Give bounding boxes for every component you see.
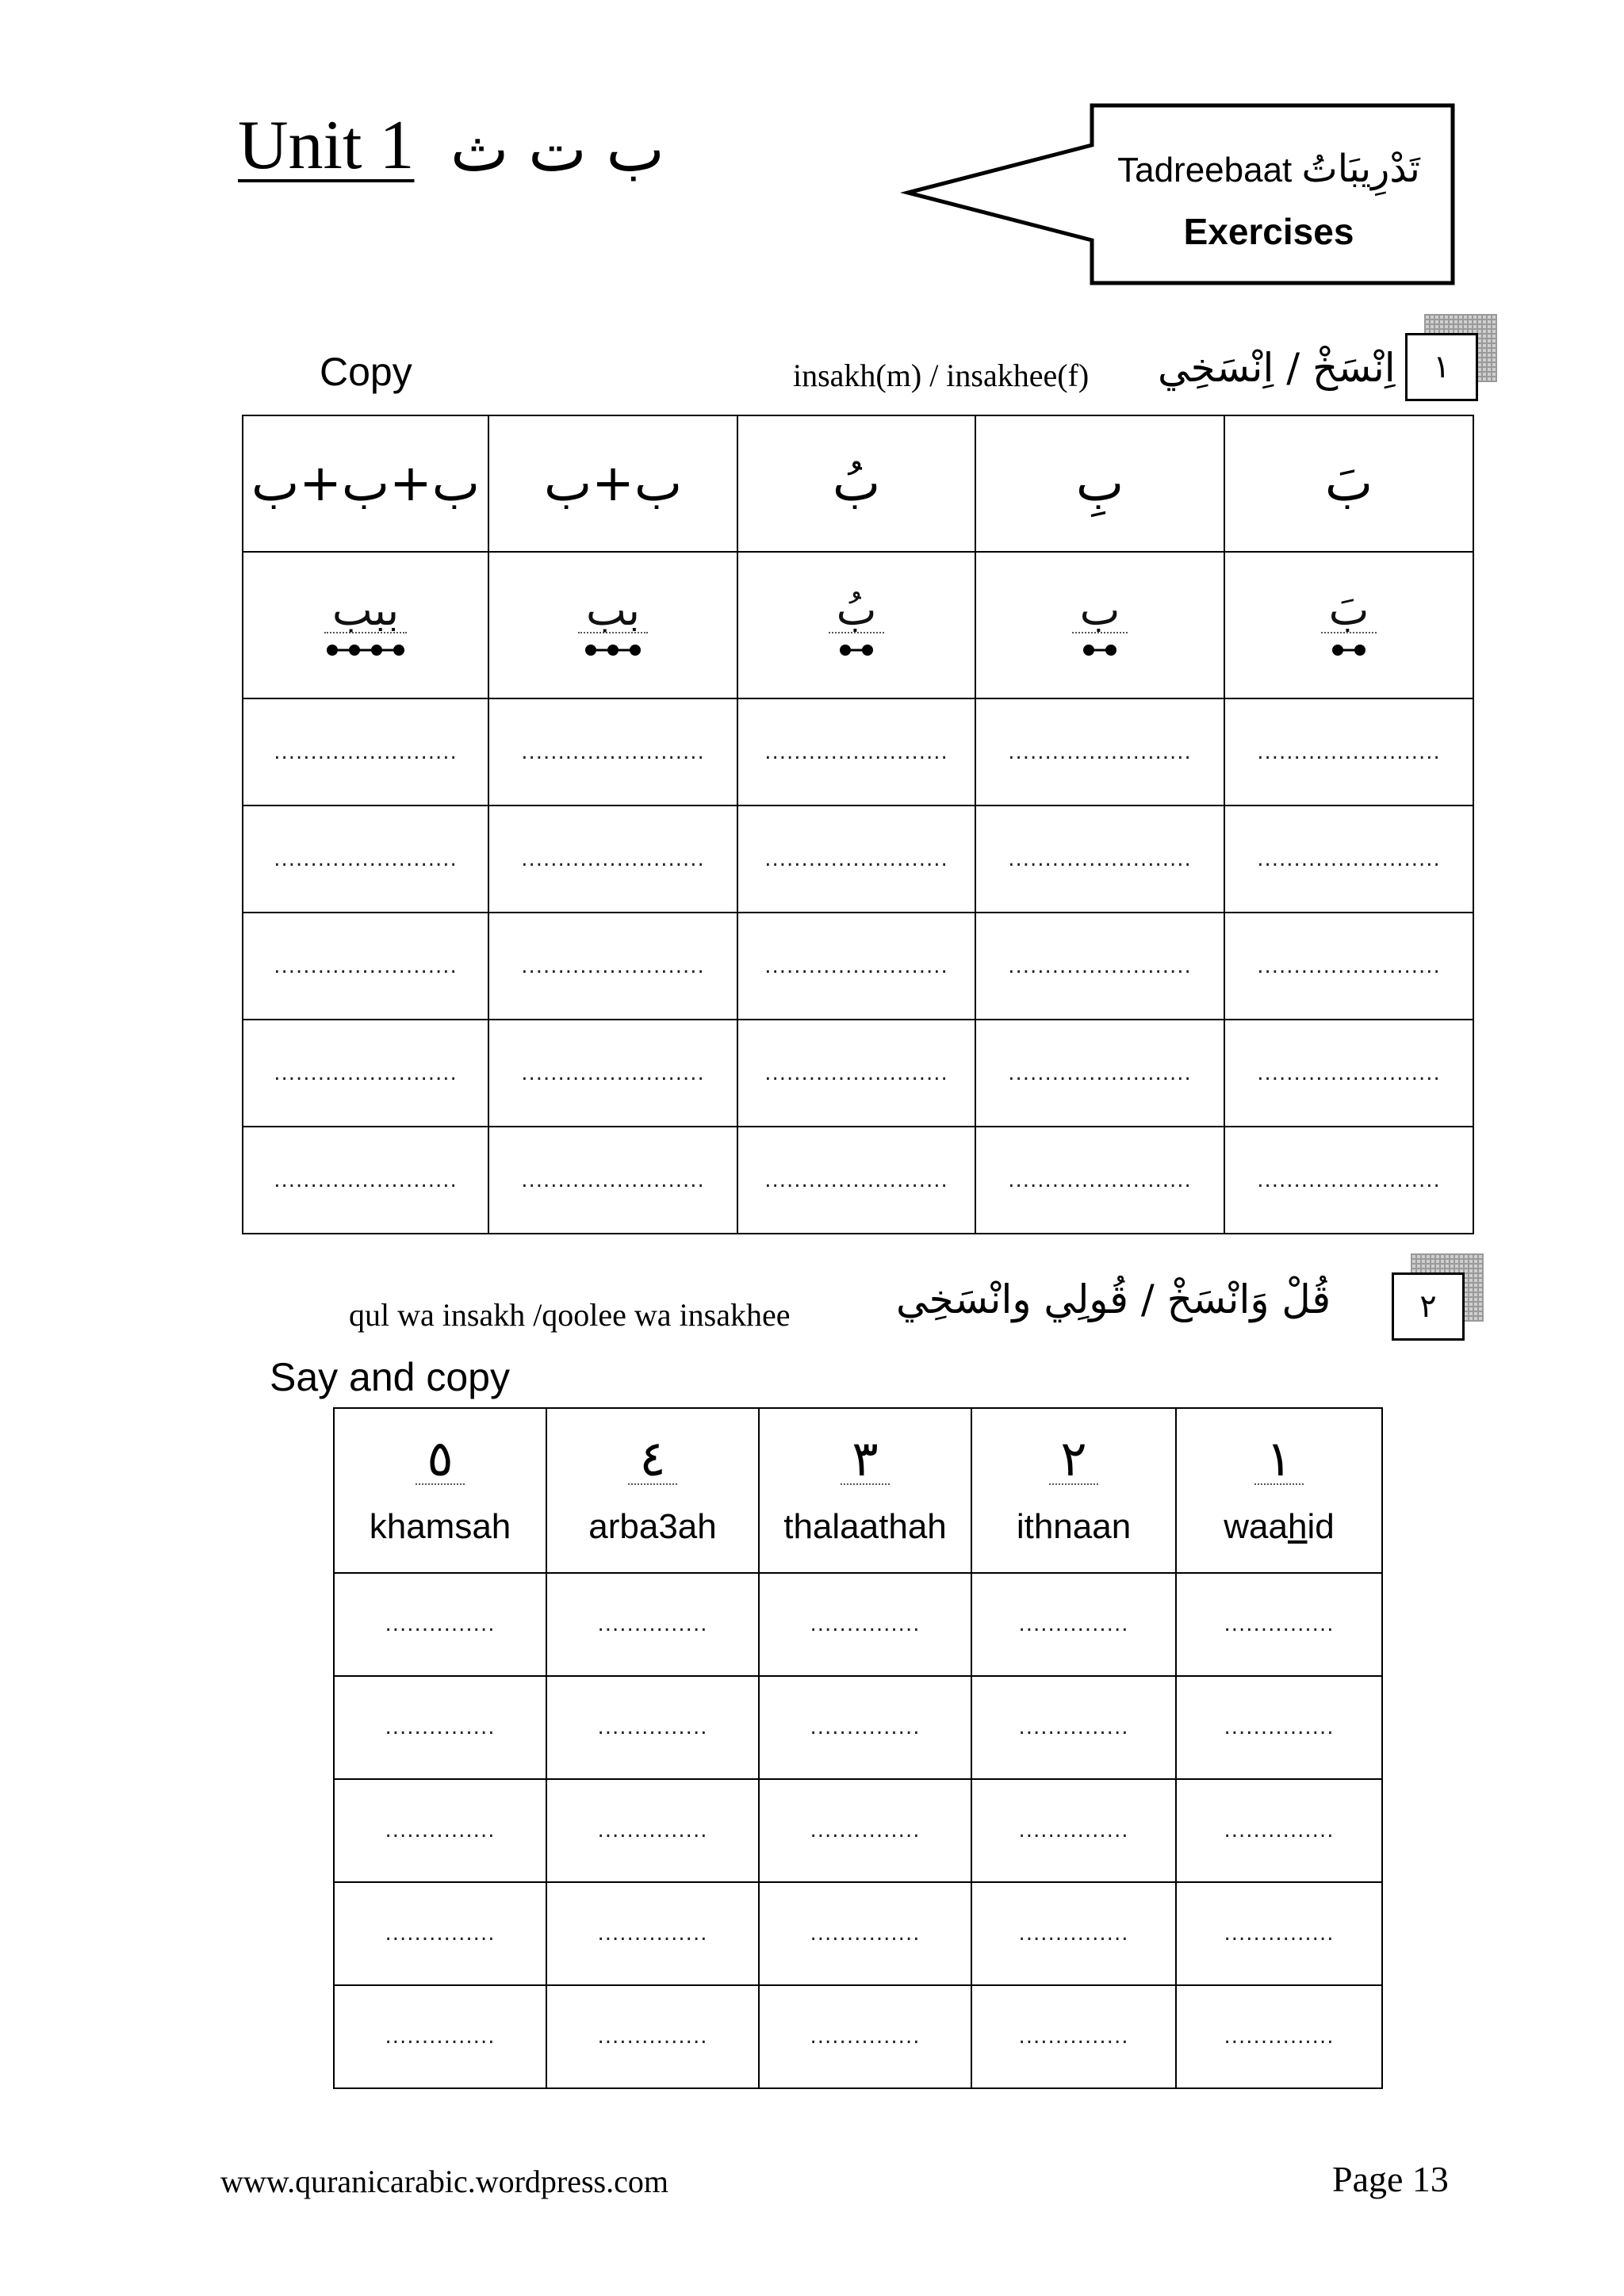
say-and-copy-table: [333, 1407, 1383, 2089]
stroke-guide-icon: [550, 638, 676, 662]
stroke-guide-dot: [1332, 645, 1343, 656]
dotted-line: .........................: [764, 740, 948, 764]
section-2-number: ٢: [1392, 1272, 1465, 1341]
arabic-numeral: ٤: [628, 1434, 676, 1485]
arabic-numeral: ١: [1254, 1434, 1303, 1485]
section-1-number: ١: [1405, 333, 1478, 401]
table-row: [243, 1020, 1473, 1127]
exercises-callout: [888, 99, 1459, 289]
dotted-line: ...............: [1018, 2025, 1129, 2049]
dotted-line: ...............: [1224, 2025, 1335, 2049]
trace-letters: ببب: [324, 589, 407, 633]
dotted-line: .........................: [274, 1168, 458, 1192]
dotted-line: ...............: [385, 1716, 496, 1739]
arabic-numeral: ٣: [841, 1434, 889, 1485]
table-row: [334, 1882, 1382, 1985]
writing-cell[interactable]: [975, 913, 1224, 1020]
dotted-line: .........................: [1257, 954, 1441, 978]
writing-cell[interactable]: [975, 806, 1224, 913]
writing-cell[interactable]: [737, 698, 975, 806]
writing-cell[interactable]: [488, 913, 737, 1020]
writing-cell[interactable]: [971, 1985, 1176, 2088]
dotted-line: ...............: [810, 1922, 921, 1946]
unit-title: Unit 1: [238, 107, 415, 184]
dotted-line: .........................: [274, 954, 458, 978]
dotted-line: ...............: [1224, 1922, 1335, 1946]
dotted-line: ...............: [810, 2025, 921, 2049]
footer-url: www.quranicarabic.wordpress.com: [220, 2164, 668, 2199]
dotted-line: ...............: [385, 1819, 496, 1843]
dotted-line: .........................: [1257, 740, 1441, 764]
number-transliteration: khamsah: [369, 1507, 511, 1546]
section-2-badge: [1392, 1272, 1465, 1341]
writing-cell[interactable]: [243, 806, 488, 913]
callout-title: [1090, 147, 1447, 191]
writing-cell[interactable]: [1224, 1127, 1473, 1234]
table-row: [334, 1676, 1382, 1779]
stroke-guide-dot: [585, 645, 596, 656]
table-cell: [975, 415, 1224, 552]
stroke-guide-dot: [327, 645, 338, 656]
dotted-line: .........................: [1008, 740, 1192, 764]
writing-cell[interactable]: [334, 1779, 546, 1882]
trace-cell[interactable]: [737, 552, 975, 698]
dotted-line: ...............: [810, 1716, 921, 1739]
table-row: [334, 1573, 1382, 1676]
stroke-guide-dot: [393, 645, 404, 656]
dotted-line: ...............: [597, 2025, 708, 2049]
dotted-line: ...............: [1224, 1819, 1335, 1843]
stroke-guide-dot: [1083, 645, 1094, 656]
dotted-line: ...............: [810, 1819, 921, 1843]
section-1-instruction-english: Copy: [320, 350, 412, 394]
trace-cell[interactable]: [488, 552, 737, 698]
writing-cell[interactable]: [488, 806, 737, 913]
stroke-guide-dot: [349, 645, 360, 656]
dotted-line: ...............: [1018, 1613, 1129, 1636]
dotted-line: ...............: [1018, 1922, 1129, 1946]
dotted-line: .........................: [764, 954, 948, 978]
dotted-line: ...............: [597, 1819, 708, 1843]
stroke-guide-icon: [1036, 638, 1163, 662]
writing-cell[interactable]: [1176, 1882, 1382, 1985]
table-cell: [971, 1408, 1176, 1573]
writing-cell[interactable]: [759, 1882, 971, 1985]
dotted-line: ...............: [1018, 1819, 1129, 1843]
stroke-guide-icon: [793, 638, 920, 662]
trace-letters: ب: [1072, 589, 1128, 633]
dotted-line: .........................: [1257, 1061, 1441, 1085]
dotted-line: ...............: [385, 2025, 496, 2049]
writing-cell[interactable]: [488, 1127, 737, 1234]
table-row: [243, 913, 1473, 1020]
dotted-line: .........................: [274, 847, 458, 871]
writing-cell[interactable]: [1224, 698, 1473, 806]
dotted-line: ...............: [597, 1613, 708, 1636]
stroke-guide-dot: [630, 645, 641, 656]
section-2-instruction-arabic: قُلْ وَانْسَخْ / قُولِي وانْسَخِي: [896, 1276, 1331, 1322]
writing-cell[interactable]: [243, 913, 488, 1020]
unit-letters: ب ت ث: [450, 114, 665, 186]
dotted-line: .........................: [1008, 847, 1192, 871]
writing-cell[interactable]: [334, 1985, 546, 2088]
left-arrow-callout-icon: [888, 99, 1459, 289]
table-cell: [1176, 1408, 1382, 1573]
stroke-guide-icon: [1285, 638, 1412, 662]
letter-form: بِ: [1075, 454, 1124, 513]
dotted-line: ...............: [597, 1922, 708, 1946]
section-2-instruction-english: Say and copy: [270, 1355, 510, 1399]
stroke-guide-dot: [862, 645, 873, 656]
table-row: [243, 1127, 1473, 1234]
writing-cell[interactable]: [975, 698, 1224, 806]
stroke-guide-dot: [1354, 645, 1365, 656]
arabic-numeral: ٢: [1049, 1434, 1097, 1485]
writing-cell[interactable]: [334, 1676, 546, 1779]
writing-cell[interactable]: [737, 1127, 975, 1234]
dotted-line: .........................: [1257, 1168, 1441, 1192]
dotted-line: ...............: [1224, 1716, 1335, 1739]
writing-cell[interactable]: [737, 1020, 975, 1127]
letter-form: بَ: [1324, 454, 1373, 513]
number-transliteration: ithnaan: [1016, 1507, 1132, 1546]
writing-cell[interactable]: [546, 1779, 759, 1882]
writing-cell[interactable]: [1176, 1573, 1382, 1676]
writing-cell[interactable]: [971, 1573, 1176, 1676]
number-transliteration: thalaathah: [783, 1507, 947, 1546]
table-cell: [334, 1408, 546, 1573]
arabic-numeral: ٥: [416, 1434, 464, 1485]
stroke-guide-dot: [1105, 645, 1116, 656]
dotted-line: .........................: [274, 1061, 458, 1085]
translit-part: waa: [1224, 1507, 1288, 1546]
table-cell: [759, 1408, 971, 1573]
callout-subtitle: Exercises: [1183, 211, 1354, 252]
writing-cell[interactable]: [1176, 1779, 1382, 1882]
dotted-line: ...............: [597, 1716, 708, 1739]
section-1-instruction-translit: insakh(m) / insakhee(f): [793, 358, 1090, 393]
writing-cell[interactable]: [546, 1882, 759, 1985]
writing-cell[interactable]: [243, 698, 488, 806]
stroke-guide-icon: [302, 638, 429, 662]
stroke-guide-dot: [840, 645, 851, 656]
writing-cell[interactable]: [334, 1882, 546, 1985]
copy-table: [242, 415, 1474, 1234]
writing-cell[interactable]: [334, 1573, 546, 1676]
trace-cell[interactable]: [975, 552, 1224, 698]
table-cell: [488, 415, 737, 552]
section-1-badge: [1405, 333, 1478, 401]
dotted-line: .........................: [521, 1168, 705, 1192]
writing-cell[interactable]: [1224, 806, 1473, 913]
table-row: [243, 552, 1473, 698]
dotted-line: .........................: [521, 1061, 705, 1085]
dotted-line: .........................: [764, 1168, 948, 1192]
table-row: [243, 415, 1473, 552]
table-cell: [1224, 415, 1473, 552]
section-2-instruction-translit: qul wa insakh /qoolee wa insakhee: [349, 1297, 791, 1333]
letter-form: ب+ب: [543, 454, 683, 513]
trace-cell[interactable]: [243, 552, 488, 698]
trace-letters: بب: [578, 589, 648, 633]
writing-cell[interactable]: [759, 1573, 971, 1676]
stroke-guide-dot: [371, 645, 382, 656]
table-row: [243, 806, 1473, 913]
writing-cell[interactable]: [1224, 913, 1473, 1020]
letter-form: بُ: [832, 454, 881, 513]
number-transliteration: arba3ah: [588, 1507, 717, 1546]
dotted-line: .........................: [521, 847, 705, 871]
dotted-line: .........................: [1008, 954, 1192, 978]
writing-cell[interactable]: [971, 1779, 1176, 1882]
trace-letters: بُ: [829, 589, 885, 633]
table-row: [334, 1779, 1382, 1882]
trace-letters: بَ: [1321, 589, 1377, 633]
writing-cell[interactable]: [759, 1985, 971, 2088]
translit-underlined-letter: h: [1287, 1507, 1308, 1546]
callout-translit: Tadreebaat: [1117, 151, 1293, 189]
writing-cell[interactable]: [971, 1676, 1176, 1779]
section-1-instruction-arabic: اِنْسَخْ / اِنْسَخِي: [1158, 345, 1396, 391]
letter-form: ب+ب+ب: [251, 454, 480, 513]
dotted-line: .........................: [1008, 1061, 1192, 1085]
writing-cell[interactable]: [488, 1020, 737, 1127]
dotted-line: .........................: [764, 1061, 948, 1085]
table-cell: [546, 1408, 759, 1573]
dotted-line: ...............: [810, 1613, 921, 1636]
dotted-line: .........................: [1008, 1168, 1192, 1192]
dotted-line: ...............: [385, 1613, 496, 1636]
trace-cell[interactable]: [1224, 552, 1473, 698]
writing-cell[interactable]: [737, 806, 975, 913]
dotted-line: .........................: [764, 847, 948, 871]
dotted-line: ...............: [385, 1922, 496, 1946]
table-row: [334, 1985, 1382, 2088]
callout-arabic: تَدْرِيبَاتُ: [1301, 147, 1420, 191]
table-row: [334, 1408, 1382, 1573]
dotted-line: ...............: [1018, 1716, 1129, 1739]
writing-cell[interactable]: [737, 913, 975, 1020]
writing-cell[interactable]: [1224, 1020, 1473, 1127]
dotted-line: ...............: [1224, 1613, 1335, 1636]
writing-cell[interactable]: [243, 1127, 488, 1234]
writing-cell[interactable]: [971, 1882, 1176, 1985]
table-row: [243, 698, 1473, 806]
dotted-line: .........................: [274, 740, 458, 764]
writing-cell[interactable]: [546, 1573, 759, 1676]
writing-cell[interactable]: [1176, 1676, 1382, 1779]
dotted-line: .........................: [521, 954, 705, 978]
writing-cell[interactable]: [759, 1676, 971, 1779]
writing-cell[interactable]: [546, 1676, 759, 1779]
translit-part: id: [1307, 1507, 1335, 1546]
writing-cell[interactable]: [975, 1127, 1224, 1234]
writing-cell[interactable]: [243, 1020, 488, 1127]
number-transliteration: [1177, 1507, 1381, 1547]
table-cell: [737, 415, 975, 552]
writing-cell[interactable]: [759, 1779, 971, 1882]
writing-cell[interactable]: [488, 698, 737, 806]
page-number: Page 13: [1332, 2159, 1449, 2199]
writing-cell[interactable]: [1176, 1985, 1382, 2088]
writing-cell[interactable]: [546, 1985, 759, 2088]
table-cell: [243, 415, 488, 552]
dotted-line: .........................: [521, 740, 705, 764]
stroke-guide-dot: [607, 645, 619, 656]
writing-cell[interactable]: [975, 1020, 1224, 1127]
dotted-line: .........................: [1257, 847, 1441, 871]
